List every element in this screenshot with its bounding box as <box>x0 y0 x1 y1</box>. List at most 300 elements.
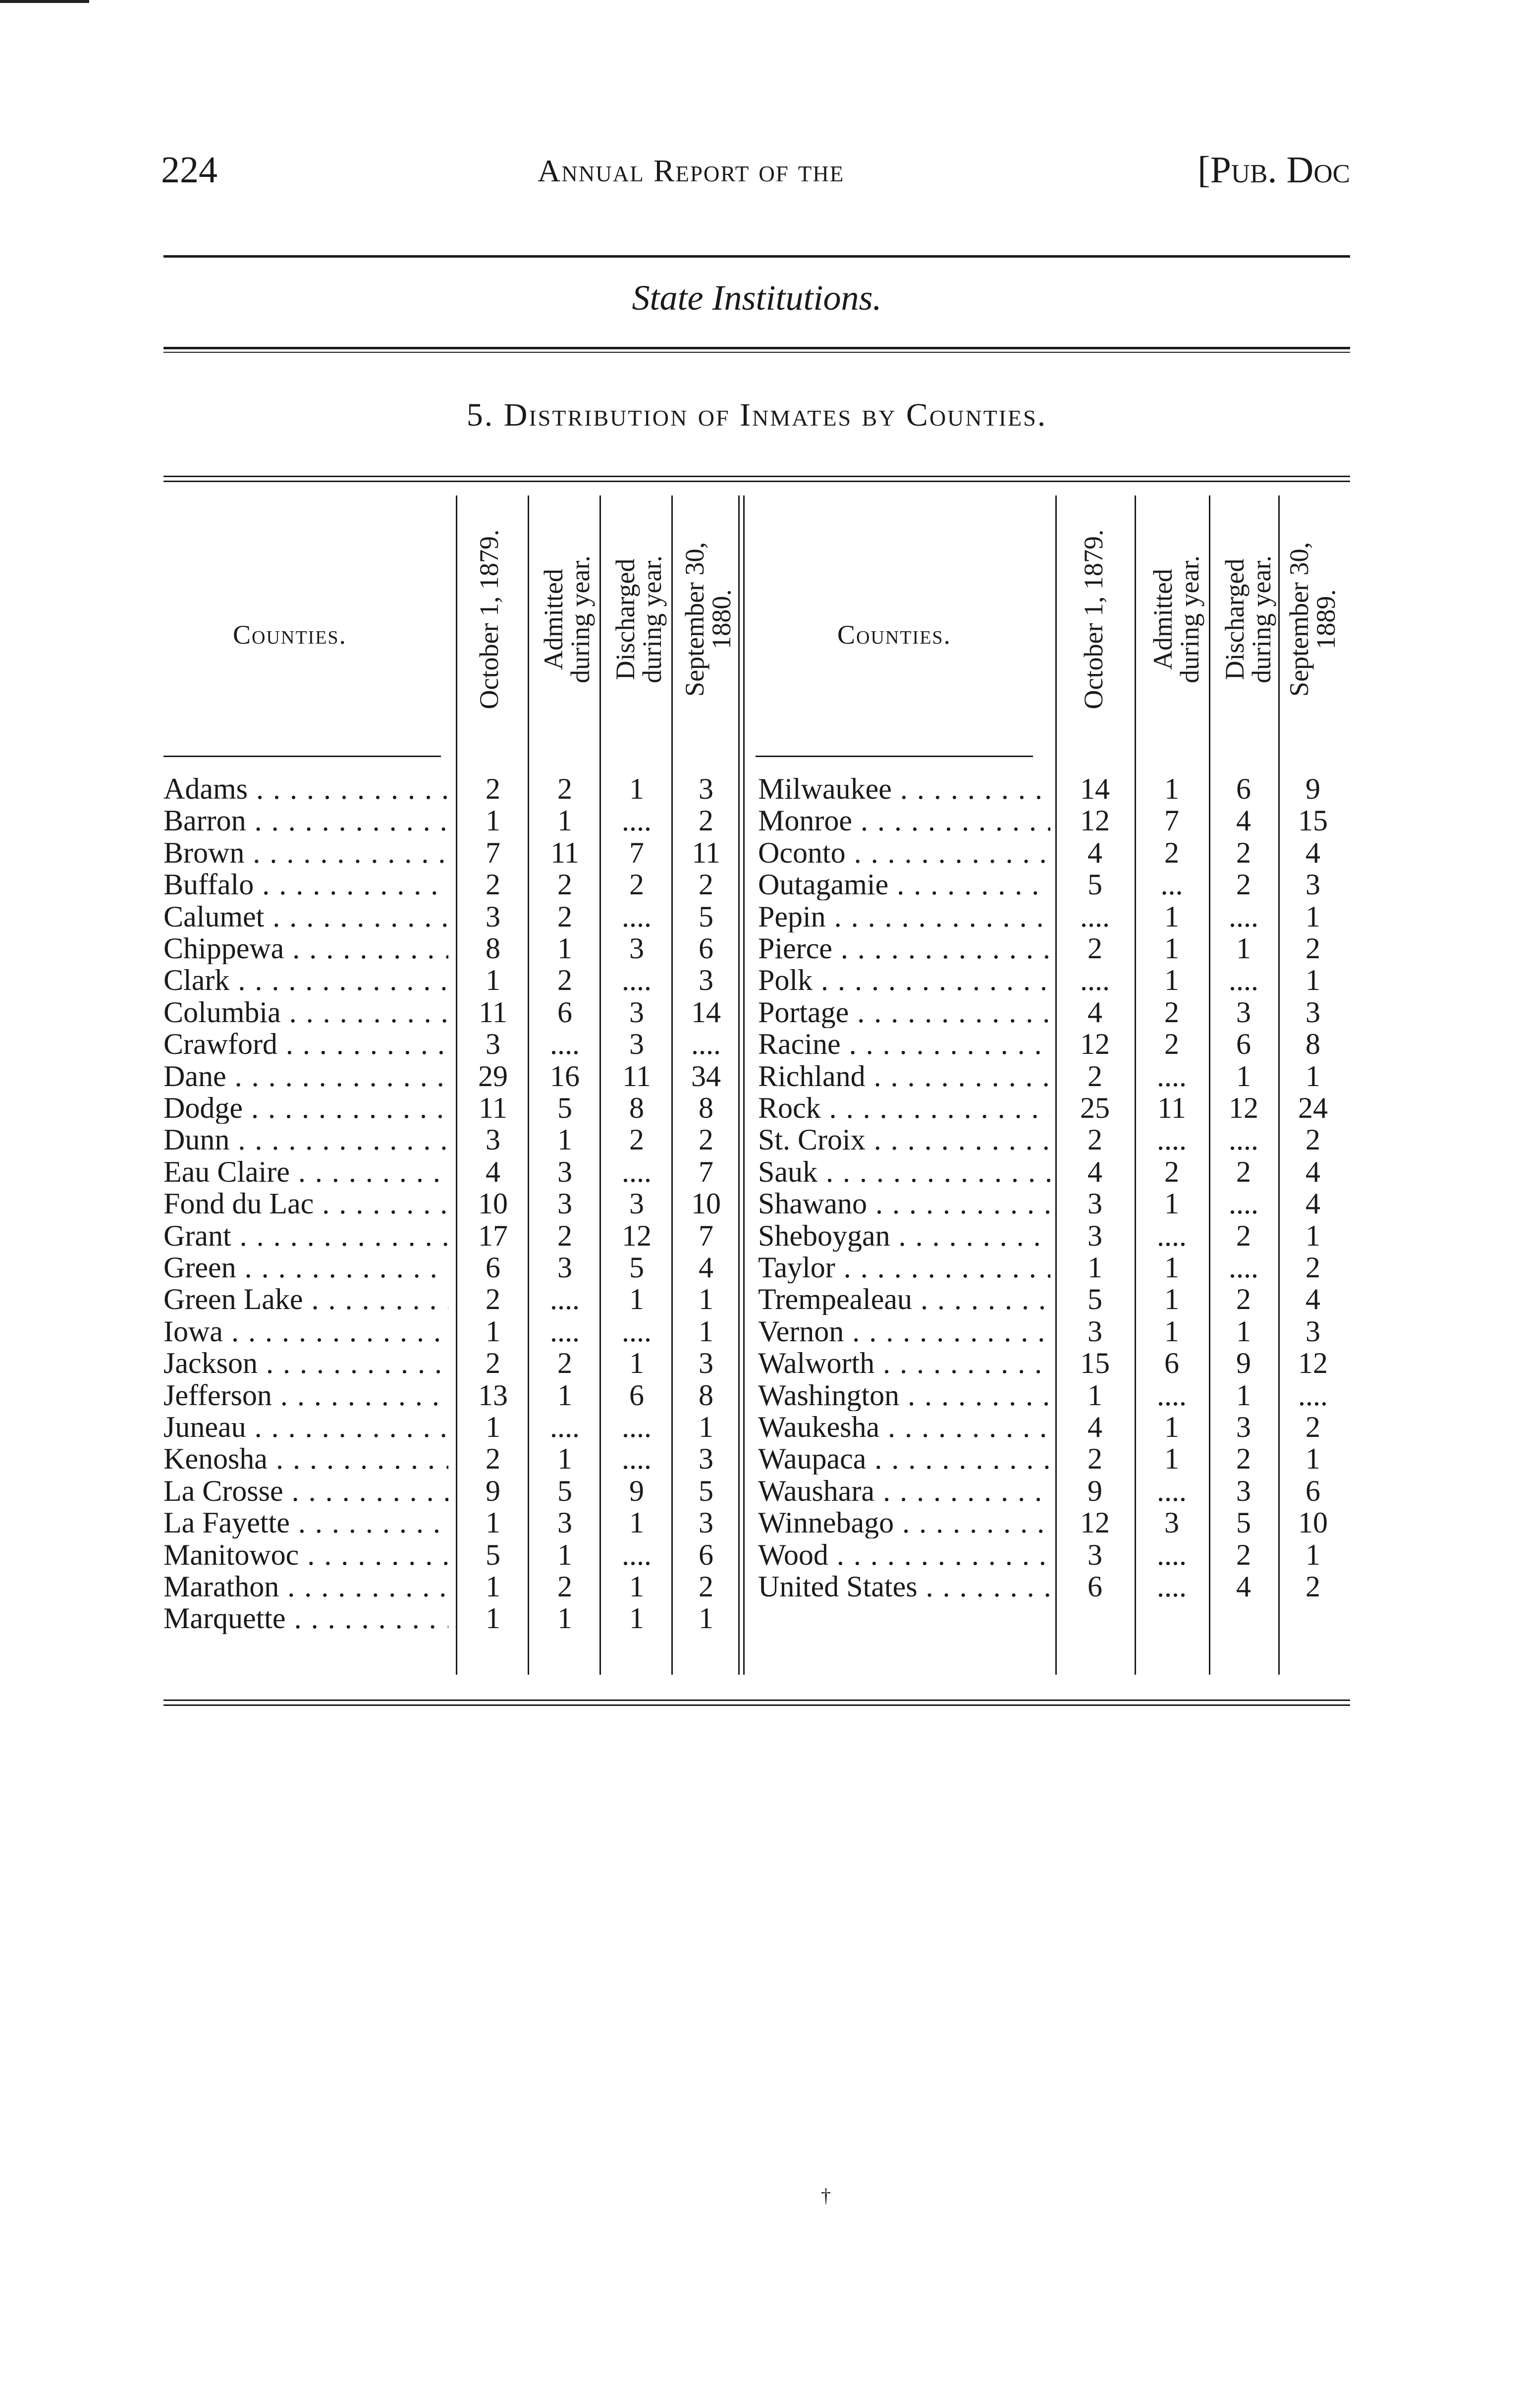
table-row <box>163 773 738 805</box>
cell-adm: .... <box>1157 1538 1187 1571</box>
county-name: Iowa . . . <box>163 1315 448 1347</box>
cell-dis: .... <box>1229 964 1258 997</box>
corner-rule <box>0 0 89 3</box>
cell-dis: 2 <box>629 1123 644 1156</box>
cell-sep: 3 <box>699 1347 713 1380</box>
cell-dis: 1 <box>629 1602 644 1635</box>
table-row <box>163 1347 738 1379</box>
cell-adm: 1 <box>557 804 572 837</box>
cell-oct: 5 <box>1087 868 1102 901</box>
table-row <box>163 964 738 996</box>
cell-oct: 9 <box>486 1474 500 1507</box>
table-row <box>758 901 1333 932</box>
cell-dis: 9 <box>1236 1347 1251 1380</box>
cell-sep: 2 <box>1305 932 1320 965</box>
cell-dis: .... <box>622 1538 652 1571</box>
cell-oct: 17 <box>478 1219 508 1252</box>
cell-dis: 2 <box>1236 1283 1251 1316</box>
table-row <box>758 1571 1333 1602</box>
table-row <box>163 1443 738 1475</box>
cell-dis: 2 <box>1236 1538 1251 1571</box>
county-name: Waushara . . . <box>758 1475 1050 1507</box>
cell-sep: 8 <box>699 1378 713 1412</box>
sept-1880-heading <box>681 500 735 738</box>
table-row <box>163 1188 738 1219</box>
county-name: Jackson . . . <box>163 1347 448 1379</box>
cell-oct: 11 <box>479 1092 507 1124</box>
heading-text: Discharged <box>610 558 640 680</box>
cell-oct: 5 <box>486 1538 500 1571</box>
cell-sep: 4 <box>1305 1155 1320 1188</box>
cell-dis: 1 <box>629 772 644 805</box>
cell-adm: 1 <box>1164 1187 1179 1220</box>
cell-sep: 4 <box>1305 1187 1320 1220</box>
heading-text: Admitted <box>539 569 568 670</box>
cell-sep: 2 <box>699 804 713 837</box>
cell-oct: 25 <box>1080 1092 1110 1124</box>
cell-sep: .... <box>1298 1378 1328 1412</box>
cell-adm: 2 <box>1164 1155 1179 1188</box>
heading-text: Admitted <box>1148 569 1178 670</box>
cell-dis: 4 <box>1236 1570 1251 1603</box>
cell-oct: 14 <box>1080 772 1110 805</box>
cell-dis: 11 <box>622 1059 651 1093</box>
county-name: La Crosse . . . <box>163 1475 448 1507</box>
table-row <box>758 1507 1333 1538</box>
cell-adm: .... <box>550 1314 580 1348</box>
cell-oct: 4 <box>1087 1411 1102 1443</box>
cell-adm: 3 <box>557 1506 572 1539</box>
cell-sep: 2 <box>699 1570 713 1603</box>
county-name: Taylor . . . <box>758 1252 1050 1283</box>
cell-adm: 1 <box>1164 900 1179 933</box>
cell-dis: 6 <box>629 1378 644 1412</box>
cell-adm: 1 <box>1164 1283 1179 1316</box>
cell-adm: 1 <box>1164 1251 1179 1284</box>
table-row <box>758 1252 1333 1283</box>
cell-oct: 2 <box>1087 1442 1102 1476</box>
cell-adm: 1 <box>1164 1314 1179 1348</box>
right-header-rule <box>756 756 1033 757</box>
table-row <box>163 1411 738 1443</box>
cell-dis: 1 <box>1236 1378 1251 1412</box>
block-divider <box>738 495 740 1675</box>
table-row <box>758 1092 1333 1124</box>
cell-dis: 1 <box>629 1506 644 1539</box>
table-row <box>163 1475 738 1507</box>
county-name: Washington . . . <box>758 1379 1050 1411</box>
cell-oct: 2 <box>486 1283 500 1316</box>
cell-dis: 3 <box>629 1028 644 1061</box>
table-row <box>758 996 1333 1028</box>
table-row <box>163 1571 738 1602</box>
heading-text: Discharged <box>1220 558 1250 680</box>
cell-sep: 6 <box>699 1538 713 1571</box>
county-name: Shawano . . . <box>758 1188 1050 1219</box>
cell-adm: .... <box>1157 1059 1187 1093</box>
cell-oct: 11 <box>479 995 507 1029</box>
table-row <box>758 1156 1333 1188</box>
heading-text: September 30, <box>1284 542 1314 697</box>
cell-dis: 3 <box>1236 995 1251 1029</box>
cell-adm: 1 <box>1164 932 1179 965</box>
county-name: Trempealeau . . . <box>758 1283 1050 1315</box>
table-row <box>163 1252 738 1283</box>
county-name: Winnebago . . . <box>758 1507 1050 1538</box>
discharged-heading-right <box>1221 500 1275 738</box>
cell-dis: 2 <box>1236 1442 1251 1476</box>
cell-adm: 2 <box>1164 1028 1179 1061</box>
cell-adm: 2 <box>557 868 572 901</box>
table-row <box>163 1156 738 1188</box>
heading-text: October 1, 1879. <box>1079 529 1108 710</box>
cell-adm: 1 <box>1164 1411 1179 1443</box>
cell-dis: .... <box>1229 1251 1258 1284</box>
cell-sep: 1 <box>1305 964 1320 997</box>
cell-adm: 1 <box>557 932 572 965</box>
cell-oct: 7 <box>486 836 500 869</box>
cell-adm: 11 <box>1157 1092 1186 1124</box>
cell-adm: .... <box>550 1411 580 1443</box>
county-name: Crawford . . . <box>163 1028 448 1060</box>
cell-oct: 4 <box>1087 995 1102 1029</box>
cell-dis: .... <box>1229 1187 1258 1220</box>
table-row <box>163 932 738 964</box>
cell-adm: .... <box>1157 1123 1187 1156</box>
cell-oct: .... <box>1080 964 1110 997</box>
cell-sep: 3 <box>1305 995 1320 1029</box>
county-name: Clark . . . <box>163 964 448 996</box>
printer-mark: † <box>821 2185 831 2207</box>
cell-oct: 1 <box>1087 1251 1102 1284</box>
table-bottom-rule-2 <box>163 1704 1350 1706</box>
cell-oct: 3 <box>1087 1314 1102 1348</box>
cell-adm: 11 <box>550 836 579 869</box>
table-bottom-rule <box>163 1699 1350 1701</box>
cell-dis: 6 <box>1236 1028 1251 1061</box>
admitted-heading <box>540 500 594 738</box>
cell-sep: 5 <box>699 1474 713 1507</box>
table-row <box>163 1028 738 1060</box>
table-top-rule-2 <box>163 481 1350 482</box>
cell-oct: 12 <box>1080 1028 1110 1061</box>
table-row <box>758 1379 1333 1411</box>
cell-oct: 10 <box>478 1187 508 1220</box>
cell-sep: 15 <box>1298 804 1328 837</box>
counties-heading: Counties. <box>233 620 347 650</box>
county-name: Brown . . . <box>163 837 448 869</box>
cell-dis: 2 <box>1236 836 1251 869</box>
cell-dis: 2 <box>629 868 644 901</box>
table-row <box>758 964 1333 996</box>
cell-adm: 7 <box>1164 804 1179 837</box>
county-name: Oconto . . . <box>758 837 1050 869</box>
cell-adm: 16 <box>550 1059 580 1093</box>
cell-dis: 1 <box>629 1283 644 1316</box>
county-name: La Fayette . . . <box>163 1507 448 1538</box>
cell-oct: 2 <box>486 1347 500 1380</box>
cell-oct: 9 <box>1087 1474 1102 1507</box>
cell-sep: 2 <box>1305 1123 1320 1156</box>
cell-sep: 2 <box>1305 1251 1320 1284</box>
cell-oct: 2 <box>1087 932 1102 965</box>
cell-dis: 2 <box>1236 1155 1251 1188</box>
cell-oct: 1 <box>486 1602 500 1635</box>
county-name: Waupaca . . . <box>758 1443 1050 1475</box>
running-head: Annual Report of the <box>538 153 845 188</box>
cell-oct: 4 <box>486 1155 500 1188</box>
cell-sep: 14 <box>691 995 721 1029</box>
county-name: Racine . . . <box>758 1028 1050 1060</box>
cell-sep: 1 <box>699 1602 713 1635</box>
cell-adm: 1 <box>1164 964 1179 997</box>
cell-adm: 2 <box>557 964 572 997</box>
section-rule-thin <box>163 352 1350 353</box>
table-row <box>163 1315 738 1347</box>
county-name: Monroe . . . <box>758 805 1050 836</box>
cell-adm: 3 <box>557 1251 572 1284</box>
cell-adm: 3 <box>1164 1506 1179 1539</box>
cell-sep: 2 <box>699 868 713 901</box>
page-header <box>161 149 1350 203</box>
table-row <box>758 1124 1333 1155</box>
cell-dis: .... <box>622 1314 652 1348</box>
cell-adm: 2 <box>557 772 572 805</box>
table-row <box>163 805 738 836</box>
cell-sep: 4 <box>699 1251 713 1284</box>
cell-oct: 1 <box>486 1314 500 1348</box>
cell-sep: 3 <box>699 1442 713 1476</box>
cell-oct: 3 <box>1087 1538 1102 1571</box>
cell-adm: 1 <box>557 1123 572 1156</box>
county-name: Adams . . . <box>163 773 448 805</box>
county-name: Jefferson . . . <box>163 1379 448 1411</box>
cell-sep: 1 <box>699 1283 713 1316</box>
cell-dis: 5 <box>1236 1506 1251 1539</box>
left-header-rule <box>163 756 441 757</box>
cell-adm: 1 <box>557 1442 572 1476</box>
cell-oct: 3 <box>486 1123 500 1156</box>
county-name: Walworth . . . <box>758 1347 1050 1379</box>
county-name: Rock . . . <box>758 1092 1050 1124</box>
cell-sep: 5 <box>699 900 713 933</box>
cell-adm: .... <box>550 1028 580 1061</box>
heading-text: 1880. <box>707 589 736 650</box>
cell-oct: 1 <box>486 1506 500 1539</box>
table-row <box>163 869 738 900</box>
cell-sep: 6 <box>1305 1474 1320 1507</box>
cell-adm: .... <box>1157 1474 1187 1507</box>
cell-oct: 15 <box>1080 1347 1110 1380</box>
cell-oct: 13 <box>478 1378 508 1412</box>
table-top-rule <box>163 476 1350 477</box>
cell-sep: 4 <box>1305 1283 1320 1316</box>
cell-oct: 8 <box>486 932 500 965</box>
table-row <box>758 869 1333 900</box>
cell-sep: 3 <box>699 772 713 805</box>
cell-adm: 1 <box>557 1538 572 1571</box>
county-name: Green . . . <box>163 1252 448 1283</box>
cell-adm: 6 <box>557 995 572 1029</box>
table-row <box>758 1347 1333 1379</box>
cell-oct: 3 <box>1087 1187 1102 1220</box>
sept-1889-heading-right <box>1286 500 1339 738</box>
admitted-heading-right <box>1149 500 1203 738</box>
cell-sep: 3 <box>699 964 713 997</box>
county-name: Marathon . . . <box>163 1571 448 1602</box>
section-title: State Institutions. <box>632 278 882 318</box>
cell-oct: 2 <box>1087 1123 1102 1156</box>
table-row <box>163 1602 738 1634</box>
table-row <box>758 1315 1333 1347</box>
cell-adm: 3 <box>557 1187 572 1220</box>
cell-sep: .... <box>691 1028 721 1061</box>
cell-sep: 8 <box>699 1092 713 1124</box>
cell-adm: 2 <box>557 1570 572 1603</box>
cell-adm: .... <box>1157 1219 1187 1252</box>
county-name: Calumet . . . <box>163 901 448 932</box>
cell-adm: .... <box>1157 1570 1187 1603</box>
cell-dis: 1 <box>629 1570 644 1603</box>
inmates-table <box>163 476 1350 1724</box>
cell-sep: 6 <box>699 932 713 965</box>
county-name: Green Lake . . . <box>163 1283 448 1315</box>
cell-sep: 1 <box>1305 1219 1320 1252</box>
cell-sep: 1 <box>699 1411 713 1443</box>
cell-oct: 2 <box>486 772 500 805</box>
cell-sep: 1 <box>1305 1059 1320 1093</box>
cell-oct: 2 <box>486 1442 500 1476</box>
cell-oct: 3 <box>486 900 500 933</box>
cell-oct: 6 <box>1087 1570 1102 1603</box>
cell-oct: 1 <box>486 964 500 997</box>
table-row <box>758 1060 1333 1092</box>
oct-1879-heading <box>476 500 502 738</box>
cell-oct: 1 <box>486 804 500 837</box>
table-row <box>758 1188 1333 1219</box>
cell-adm: 2 <box>557 1347 572 1380</box>
table-row <box>758 837 1333 869</box>
heading-text: during year. <box>1247 555 1276 683</box>
county-name: Sheboygan . . . <box>758 1220 1050 1252</box>
cell-adm: 2 <box>1164 836 1179 869</box>
cell-sep: 3 <box>1305 868 1320 901</box>
county-name: Richland . . . <box>758 1060 1050 1092</box>
county-name: Dane . . . <box>163 1060 448 1092</box>
cell-dis: 4 <box>1236 804 1251 837</box>
table-row <box>163 837 738 869</box>
county-name: Eau Claire . . . <box>163 1156 448 1188</box>
cell-sep: 8 <box>1305 1028 1320 1061</box>
table-row <box>163 1220 738 1252</box>
cell-adm: ... <box>1160 868 1183 901</box>
table-row <box>758 1028 1333 1060</box>
county-name: Chippewa . . . <box>163 932 448 964</box>
cell-sep: 2 <box>699 1123 713 1156</box>
county-name: Waukesha . . . <box>758 1411 1050 1443</box>
county-name: Pierce . . . <box>758 932 1050 964</box>
cell-oct: 3 <box>1087 1219 1102 1252</box>
cell-sep: 1 <box>1305 1538 1320 1571</box>
cell-oct: 1 <box>1087 1378 1102 1412</box>
county-name: Pepin . . . <box>758 901 1050 932</box>
cell-adm: 1 <box>557 1602 572 1635</box>
cell-sep: 2 <box>1305 1570 1320 1603</box>
cell-oct: 4 <box>1087 836 1102 869</box>
block-divider-2 <box>743 495 745 1675</box>
cell-dis: .... <box>622 1411 652 1443</box>
heading-text: during year. <box>637 555 667 683</box>
cell-dis: 7 <box>629 836 644 869</box>
county-name: Polk . . . <box>758 964 1050 996</box>
cell-sep: 10 <box>1298 1506 1328 1539</box>
publication-label: [Pub. Doc <box>1197 149 1350 191</box>
cell-oct: 12 <box>1080 1506 1110 1539</box>
cell-adm: 5 <box>557 1092 572 1124</box>
county-name: United States . . . <box>758 1571 1050 1602</box>
cell-adm: 6 <box>1164 1347 1179 1380</box>
cell-oct: 1 <box>486 1411 500 1443</box>
cell-dis: 5 <box>629 1251 644 1284</box>
table-row <box>758 1443 1333 1475</box>
county-name: Marquette . . . <box>163 1602 448 1634</box>
cell-dis: .... <box>622 964 652 997</box>
cell-dis: 3 <box>629 995 644 1029</box>
county-name: Columbia . . . <box>163 996 448 1028</box>
county-name: Kenosha . . . <box>163 1443 448 1475</box>
county-name: Vernon . . . <box>758 1315 1050 1347</box>
cell-sep: 11 <box>692 836 720 869</box>
cell-adm: 1 <box>1164 772 1179 805</box>
cell-adm: 2 <box>557 1219 572 1252</box>
heading-text: 1889. <box>1311 589 1341 650</box>
cell-sep: 1 <box>1305 1442 1320 1476</box>
county-name: Milwaukee . . . <box>758 773 1050 805</box>
county-name: Manitowoc . . . <box>163 1539 448 1571</box>
cell-sep: 10 <box>691 1187 721 1220</box>
cell-sep: 4 <box>1305 836 1320 869</box>
cell-adm: 2 <box>1164 995 1179 1029</box>
county-name: Outagamie . . . <box>758 869 1050 900</box>
cell-adm: 1 <box>557 1378 572 1412</box>
cell-oct: 2 <box>486 868 500 901</box>
discharged-heading <box>612 500 665 738</box>
county-name: Wood . . . <box>758 1539 1050 1571</box>
cell-dis: 1 <box>1236 1059 1251 1093</box>
table-row <box>163 996 738 1028</box>
table-row <box>163 901 738 932</box>
cell-dis: 1 <box>1236 932 1251 965</box>
cell-adm: 1 <box>1164 1442 1179 1476</box>
cell-dis: 12 <box>622 1219 652 1252</box>
cell-dis: .... <box>622 1155 652 1188</box>
cell-oct: 6 <box>486 1251 500 1284</box>
page-number: 224 <box>161 149 217 191</box>
cell-dis: 2 <box>1236 1219 1251 1252</box>
cell-dis: 3 <box>629 1187 644 1220</box>
table-row <box>758 1283 1333 1315</box>
cell-dis: 2 <box>1236 868 1251 901</box>
cell-dis: 3 <box>1236 1474 1251 1507</box>
table-row <box>758 1220 1333 1252</box>
table-row <box>163 1124 738 1155</box>
county-name: Buffalo . . . <box>163 869 448 900</box>
cell-sep: 34 <box>691 1059 721 1093</box>
cell-dis: 9 <box>629 1474 644 1507</box>
header-rule <box>163 255 1350 258</box>
county-name: St. Croix . . . <box>758 1124 1050 1155</box>
cell-dis: .... <box>622 1442 652 1476</box>
